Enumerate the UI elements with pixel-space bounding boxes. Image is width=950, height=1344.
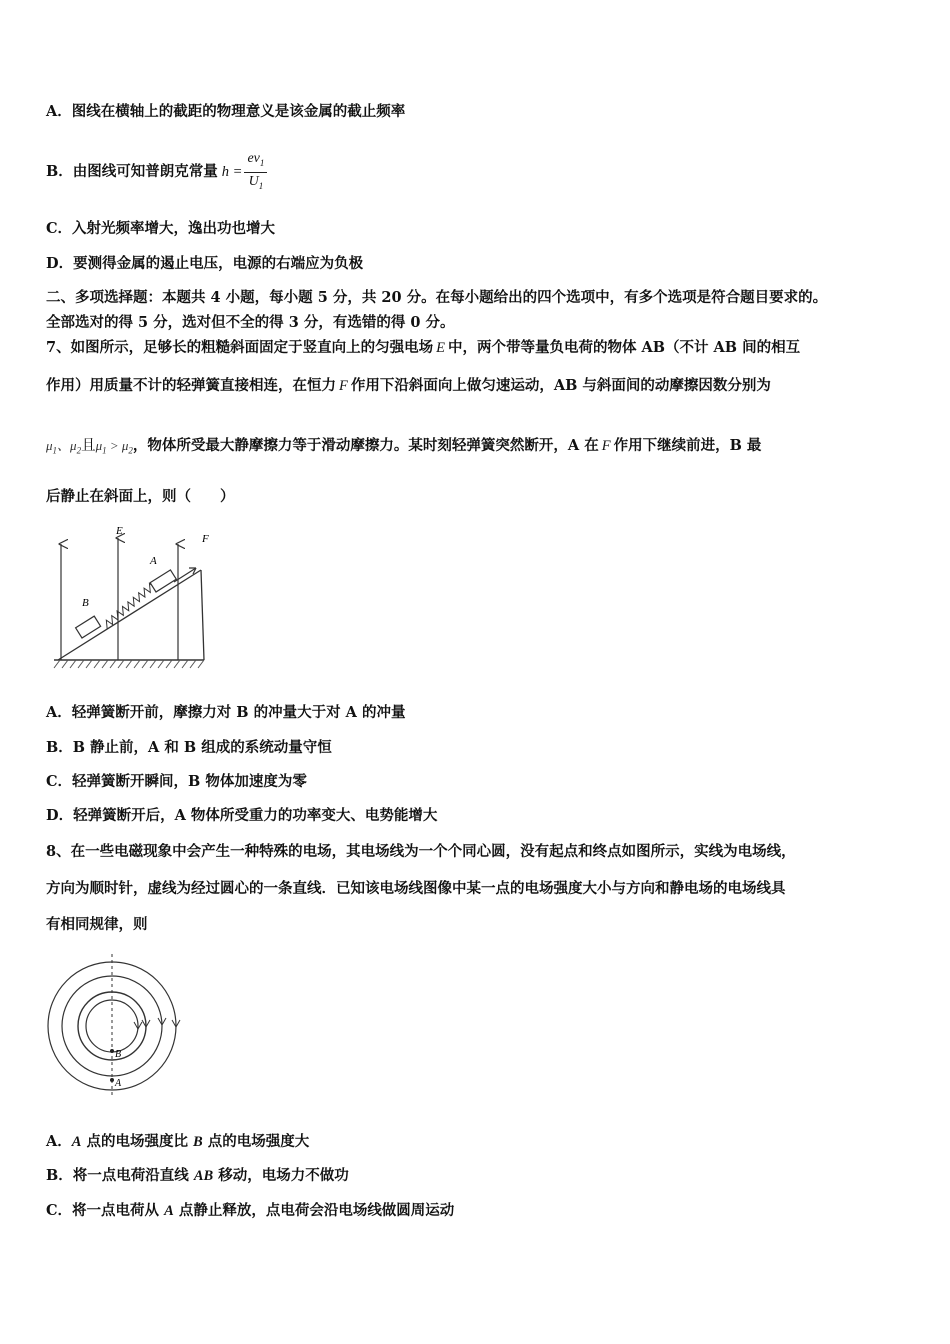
- q6-option-c: C．入射光频率增大，逸出功也增大: [46, 220, 276, 237]
- label-E: E: [116, 525, 123, 537]
- q6-option-b-text: B．由图线可知普朗克常量: [46, 163, 218, 180]
- q7-option-b: B．B 静止前，A 和 B 组成的系统动量守恒: [46, 739, 332, 756]
- concentric-field-figure: [40, 952, 190, 1102]
- section2-header-line1: 二、多项选择题：本题共 4 小题，每小题 5 分，共 20 分。在每小题给出的四个选项中，有多个选项是符合题目要求的。: [46, 289, 828, 306]
- label-point-A: A: [115, 1078, 122, 1089]
- q7-option-c: C．轻弹簧断开瞬间，B 物体加速度为零: [46, 773, 307, 790]
- force-symbol-F: F: [339, 378, 348, 394]
- q7-stem-line1: 7、如图所示，足够长的粗糙斜面固定于竖直向上的匀强电场 E 中，两个带等量负电荷的物体 AB（不计 AB 间的相互: [46, 339, 801, 356]
- q8-option-c: C．将一点电荷从 A 点静止释放，点电荷会沿电场线做圆周运动: [46, 1202, 455, 1219]
- block-b: [76, 616, 101, 638]
- section2-header-line2: 全部选对的得 5 分，选对但不全的得 3 分，有选错的得 0 分。: [46, 314, 455, 331]
- incline-spring-figure: [46, 520, 226, 680]
- planck-formula-fraction: $\frac{ev_1}{U_1}$: [244, 150, 267, 195]
- spring: [99, 582, 161, 629]
- q8-stem-line2: 方向为顺时针，虚线为经过圆心的一条直线．已知该电场线图像中某一点的电场强度大小与方向和静电场的电场线具: [46, 880, 786, 897]
- point-a: [110, 1078, 114, 1082]
- label-A: A: [150, 555, 157, 567]
- incline-back: [201, 570, 204, 660]
- incline-surface: [58, 570, 201, 660]
- q6-option-d: D．要测得金属的遏止电压，电源的右端应为负极: [46, 255, 364, 272]
- q7-option-d: D．轻弹簧断开后，A 物体所受重力的功率变大、电势能增大: [46, 807, 438, 824]
- q7-stem-line4: 后静止在斜面上，则（ ）: [46, 488, 235, 505]
- mu2-symbol: $\mu_2$: [70, 438, 82, 456]
- mu1-symbol: $\mu_1$: [46, 438, 58, 456]
- q8-option-a: A．A 点的电场强度比 B 点的电场强度大: [46, 1133, 310, 1150]
- q8-stem-line3: 有相同规律，则: [46, 916, 148, 933]
- label-B: B: [82, 597, 89, 609]
- planck-formula-lhs: h =: [221, 164, 243, 180]
- mu-inequality: $\mu_1 > \mu_2$: [95, 438, 133, 456]
- q6-option-a: A．图线在横轴上的截距的物理意义是该金属的截止频率: [46, 103, 406, 120]
- q7-stem-line3: $\mu_1$、$\mu_2$且$\mu_1 > \mu_2$，物体所受最大静摩擦力等于滑动摩擦力。某时刻轻弹簧突然断开，A 在 F 作用下继续前进，B 最: [46, 437, 762, 456]
- q7-stem-line2: 作用）用质量不计的轻弹簧直接相连，在恒力 F 作用下沿斜面向上做匀速运动，AB 与斜面间的动摩擦因数分别为: [46, 377, 771, 394]
- force-symbol-F-2: F: [601, 438, 611, 454]
- point-b: [110, 1049, 114, 1053]
- label-F: F: [202, 533, 209, 545]
- q8-stem-line1: 8、在一些电磁现象中会产生一种特殊的电场，其电场线为一个个同心圆，没有起点和终点如图所示，实线为电场线，: [46, 843, 796, 860]
- q8-option-b: B．将一点电荷沿直线 AB 移动，电场力不做功: [46, 1167, 349, 1184]
- label-point-B: B: [115, 1049, 122, 1060]
- field-symbol-E: E: [436, 340, 445, 356]
- q6-option-b: [46, 150, 916, 194]
- ground-hatching: [54, 660, 204, 668]
- q7-option-a: A．轻弹簧断开前，摩擦力对 B 的冲量大于对 A 的冲量: [46, 704, 406, 721]
